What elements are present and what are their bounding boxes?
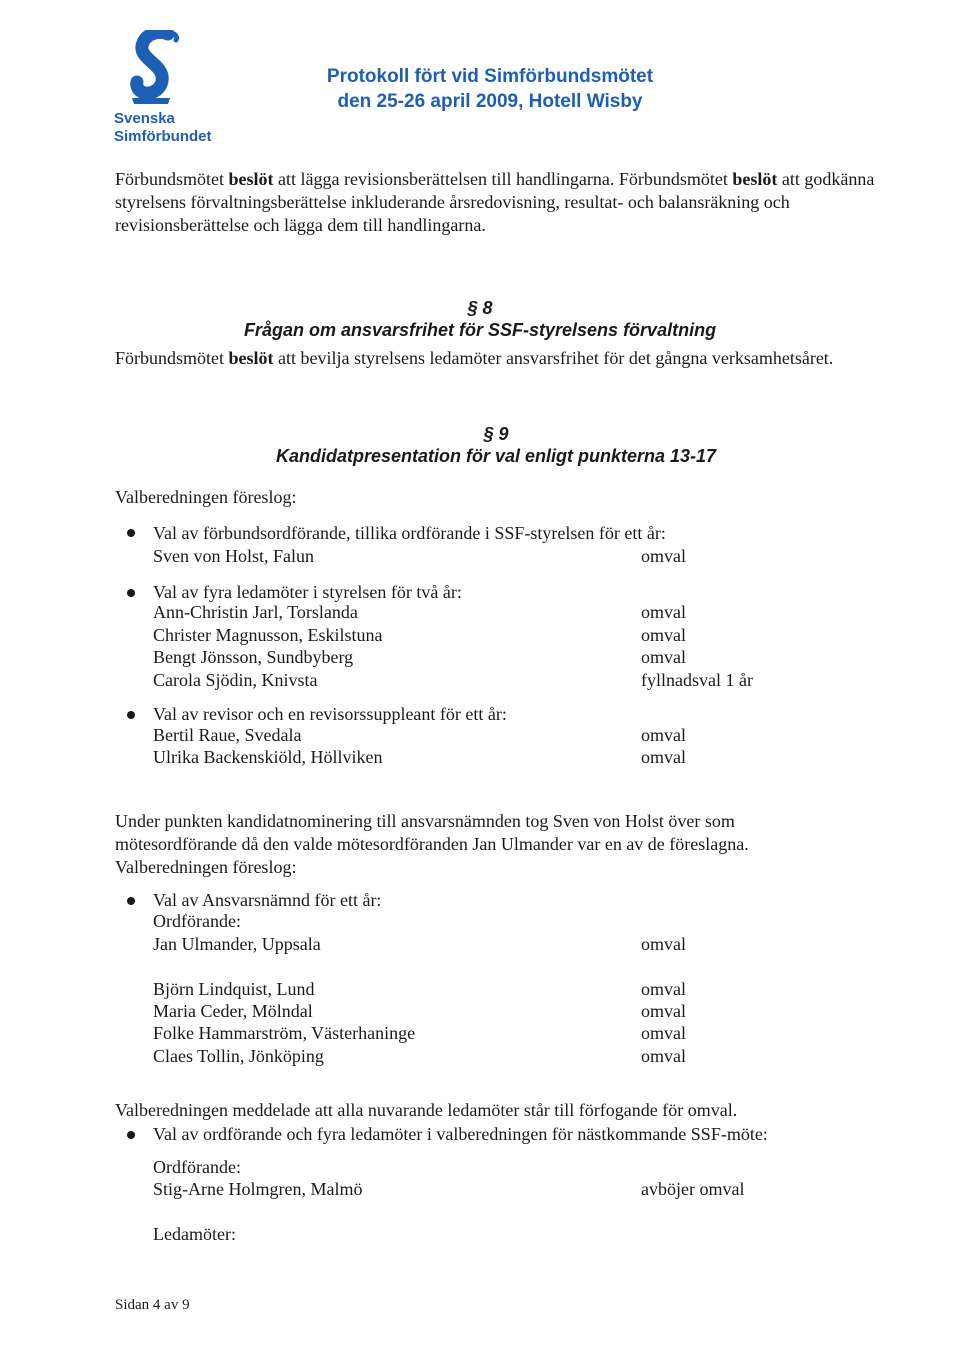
proposal-label-2: Valberedningen föreslog: [115,857,297,877]
ansvar-heading: Val av Ansvarsnämnd för ett år: [153,890,382,910]
candidate-name: Ulrika Backenskiöld, Höllviken [153,747,383,767]
candidate-name: Ann-Christin Jarl, Torslanda [153,602,358,622]
section-8-text-2: att bevilja styrelsens ledamöter ansvarsfrihet för det gångna verksamhetsåret. [278,348,834,368]
section-9-number: § 9 [483,424,509,444]
intro-text-1: Förbundsmötet [115,169,225,189]
candidate-status: omval [641,979,686,999]
bullet-icon [127,529,135,537]
candidate-name: Stig-Arne Holmgren, Malmö [153,1179,363,1199]
section-8-text-1: Förbundsmötet [115,348,225,368]
group-1-heading: Val av förbundsordförande, tillika ordförande i SSF-styrelsen för ett år: [153,523,666,543]
candidate-name: Folke Hammarström, Västerhaninge [153,1023,416,1043]
bullet-icon [127,897,135,905]
group-2-heading: Val av fyra ledamöter i styrelsen för två år: [153,582,462,602]
intro-beslot-2: beslöt [732,169,778,189]
bullet-icon [127,711,135,719]
candidate-name: Christer Magnusson, Eskilstuna [153,625,383,645]
section-8-title: Frågan om ansvarsfrihet för SSF-styrelsens förvaltning [243,320,717,340]
candidate-name: Carola Sjödin, Knivsta [153,670,318,690]
candidate-status: omval [641,602,686,622]
candidate-name: Jan Ulmander, Uppsala [153,934,321,954]
candidate-status: omval [641,1001,686,1021]
swan-s-logo-icon [112,30,192,112]
proposal-label: Valberedningen föreslog: [115,487,297,507]
candidate-status: omval [641,546,686,566]
logo-text-line1: Svenska [114,110,175,127]
intro-text-2: att lägga revisionsberättelsen till handlingarna. Förbundsmötet [278,169,728,189]
section-9-title: Kandidatpresentation för val enligt punkterna 13-17 [275,446,717,466]
candidate-name: Maria Ceder, Mölndal [153,1001,313,1021]
nomination-paragraph: Under punkten kandidatnominering till ansvarsnämnden tog Sven von Holst över som mötesordförande då den valde mötesordföranden Jan Ulmander var en av de föreslagna. [115,811,749,854]
valberedning-members-label: Ledamöter: [153,1224,236,1244]
page-number: Sidan 4 av 9 [115,1297,190,1313]
candidate-name: Bengt Jönsson, Sundbyberg [153,647,354,667]
intro-beslot-1: beslöt [228,169,274,189]
logo-text-line2: Simförbundet [114,128,212,145]
section-8-beslot: beslöt [228,348,274,368]
candidate-name: Bertil Raue, Svedala [153,725,302,745]
valberedning-note: Valberedningen meddelade att alla nuvarande ledamöter står till förfogande för omval. [115,1100,738,1120]
candidate-status: fyllnadsval 1 år [641,670,753,690]
document-header [200,64,780,114]
candidate-status: omval [641,647,686,667]
candidate-status: omval [641,747,686,767]
section-8-number: § 8 [467,298,493,318]
header-title-line2: den 25-26 april 2009, Hotell Wisby [337,91,643,112]
candidate-name: Björn Lindquist, Lund [153,979,315,999]
candidate-status: omval [641,625,686,645]
candidate-status: omval [641,1046,686,1066]
section-8-paragraph [115,347,875,370]
candidate-name: Sven von Holst, Falun [153,546,315,566]
group-3-heading: Val av revisor och en revisorssuppleant för ett år: [153,704,507,724]
candidate-name: Claes Tollin, Jönköping [153,1046,324,1066]
candidate-status: omval [641,1023,686,1043]
candidate-status: omval [641,934,686,954]
bullet-icon [127,1131,135,1139]
header-title-line1: Protokoll fört vid Simförbundsmötet [326,66,654,87]
bullet-icon [127,589,135,597]
valberedning-heading: Val av ordförande och fyra ledamöter i valberedningen för nästkommande SSF-möte: [153,1124,768,1144]
intro-paragraph [115,168,875,237]
intro-text-3: att godkänna styrelsens förvaltningsberättelse inkluderande årsredovisning, resultat- och balansräkning och revisionsberättelse och lägga dem till handlingarna. [115,169,875,235]
candidate-status: omval [641,725,686,745]
ansvar-chair-label: Ordförande: [153,911,241,931]
valberedning-chair-label: Ordförande: [153,1157,241,1177]
candidate-status: avböjer omval [641,1179,745,1199]
